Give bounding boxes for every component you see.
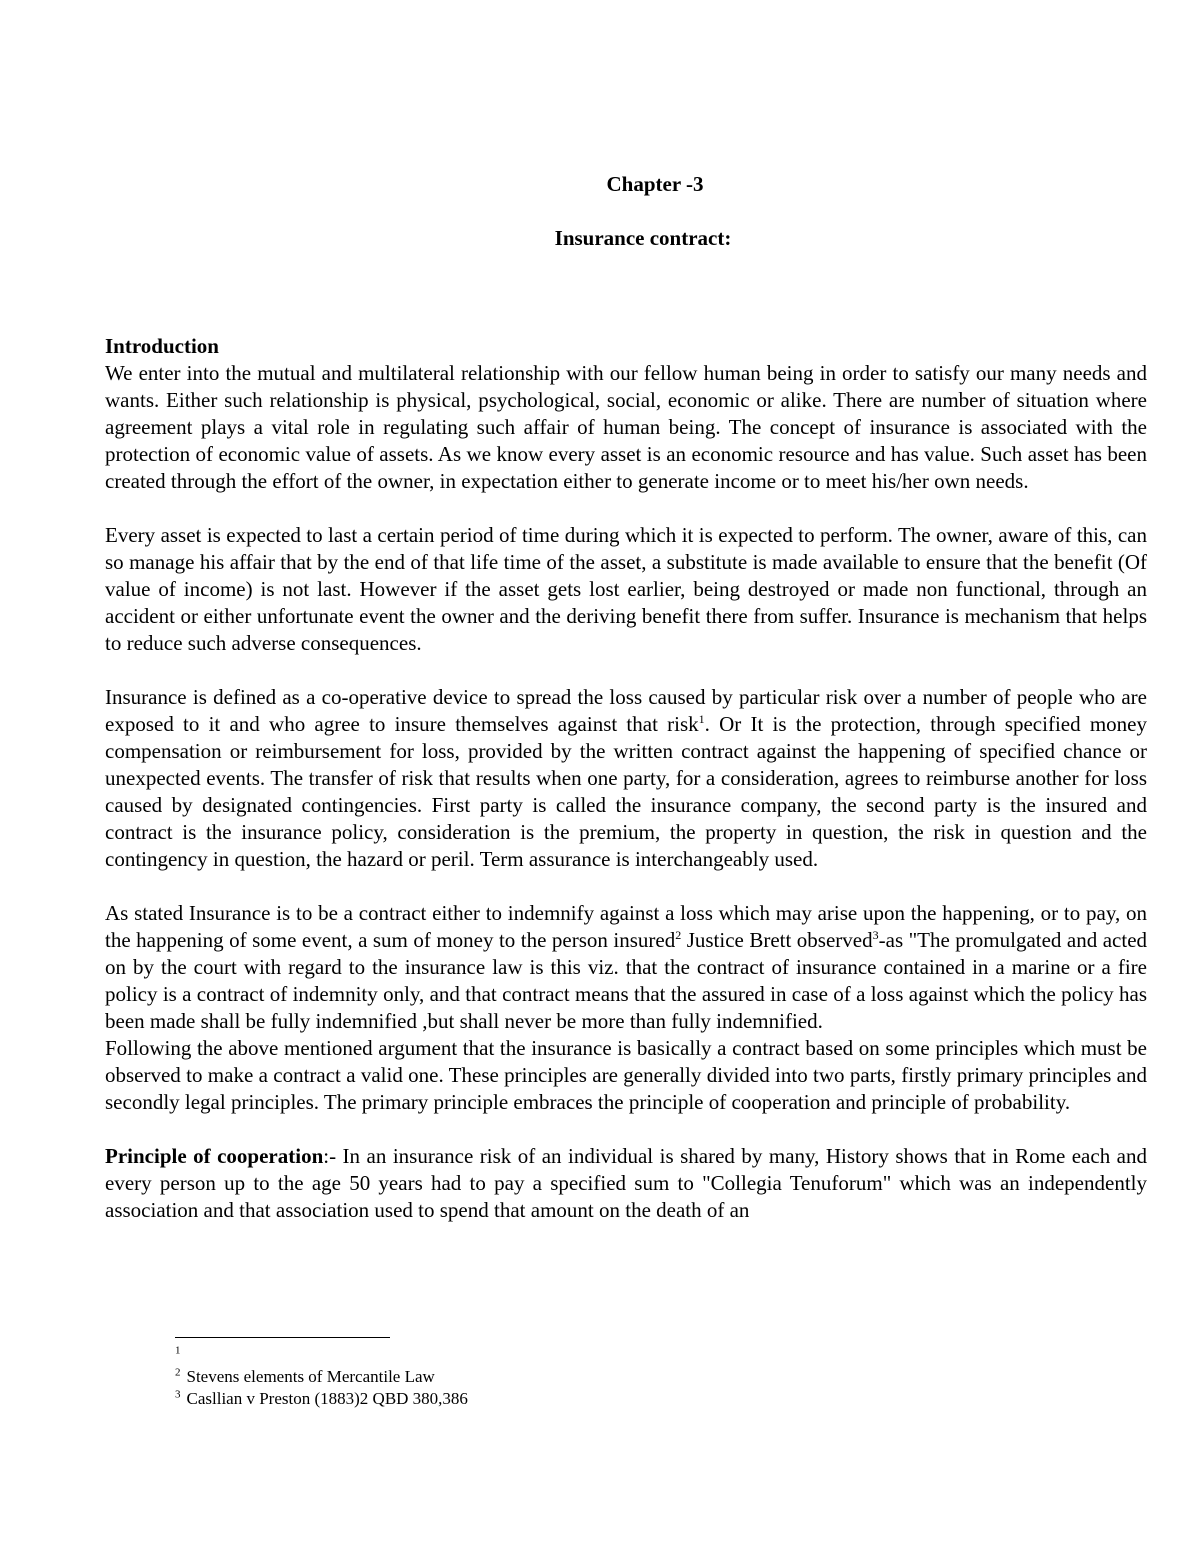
- footnotes: [175, 1344, 468, 1410]
- paragraph-4: [105, 900, 1147, 1035]
- paragraph-2: Every asset is expected to last a certain period of time during which it is expected to perform. The owner, aware of this, can so manage his affair that by the end of that life time of the asset, a substitute is made available to ensure that the benefit (Of value of income) is not last. However if the asset gets lost earlier, being destroyed or made non functional, through an accident or either unfortunate event the owner and the deriving benefit there from suffer. Insurance is mechanism that helps to reduce such adverse consequences.: [105, 523, 1147, 655]
- paragraph-4-part-c: -as "The promulgated and acted on by the court with regard to the insurance law is this viz. that the contract of insurance contained in a marine or a fire policy is a contract of indemnity only, and that contract means that the assured in case of a loss against which the policy has been made shall be fully indemnified ,but shall never be more than fully indemnified.: [105, 928, 1148, 1033]
- paragraph-6-text: :- In an insurance risk of an individual is shared by many, History shows that in Rome each and every person up to the age 50 years had to pay a specified sum to "Collegia Tenuforum" which was an independently association and that association used to spend that amount on the death of an: [105, 1144, 1147, 1222]
- paragraph-3: [105, 684, 1147, 873]
- footnote-text: Stevens elements of Mercantile Law: [186, 1367, 435, 1386]
- footnote-number: 1: [175, 1344, 181, 1357]
- footnote-ref-3[interactable]: 3: [872, 928, 879, 942]
- document-title: Insurance contract:: [554, 226, 732, 250]
- footnote-1: [175, 1344, 468, 1366]
- footnote-separator: [175, 1337, 390, 1338]
- paragraph-4-part-a: As stated Insurance is to be a contract either to indemnify against a loss which may arise upon the happening, or to pay, on the happening of some event, a sum of money to the person insured: [105, 901, 1147, 952]
- document-body: [105, 333, 1147, 1224]
- principle-of-cooperation-heading: Principle of cooperation: [105, 1144, 324, 1168]
- paragraph-3-part-b: . Or It is the protection, through specified money compensation or reimbursement for loss, provided by the written contract against the happening of specified chance or unexpected events. The transfer of risk that results when one party, for a consideration, agrees to reimburse another for loss caused by designated contingencies. First party is called the insurance company, the second party is the insured and contract is the insurance policy, consideration is the premium, the property in question, the risk in question and the contingency in question, the hazard or peril. Term assurance is interchangeably used.: [105, 712, 1147, 871]
- footnote-text: Casllian v Preston (1883)2 QBD 380,386: [186, 1389, 468, 1408]
- footnote-3: [175, 1388, 468, 1410]
- paragraph-5: Following the above mentioned argument that the insurance is basically a contract based on some principles which must be observed to make a contract a valid one. These principles are generally divided into two parts, firstly primary principles and secondly legal principles. The primary principle embraces the principle of cooperation and principle of probability.: [105, 1036, 1147, 1114]
- footnote-number: 2: [175, 1366, 181, 1379]
- chapter-title: Chapter -3: [606, 172, 704, 196]
- footnote-2: [175, 1366, 468, 1388]
- paragraph-3-part-a: Insurance is defined as a co-operative device to spread the loss caused by particular risk over a number of people who are exposed to it and who agree to insure themselves against that risk: [105, 685, 1147, 736]
- paragraph-4-part-b: Justice Brett observed: [681, 928, 873, 952]
- footnote-ref-1[interactable]: 1: [698, 712, 705, 726]
- footnote-number: 3: [175, 1388, 181, 1401]
- section-heading-introduction: Introduction: [105, 334, 219, 358]
- footnote-ref-2[interactable]: 2: [675, 928, 682, 942]
- paragraph-6: [105, 1143, 1147, 1224]
- paragraph-1: We enter into the mutual and multilateral relationship with our fellow human being in order to satisfy our many needs and wants. Either such relationship is physical, psychological, social, economic or alike. There are number of situation where agreement plays a vital role in regulating such affair of human being. The concept of insurance is associated with the protection of economic value of assets. As we know every asset is an economic resource and has value. Such asset has been created through the effort of the owner, in expectation either to generate income or to meet his/her own needs.: [105, 361, 1147, 493]
